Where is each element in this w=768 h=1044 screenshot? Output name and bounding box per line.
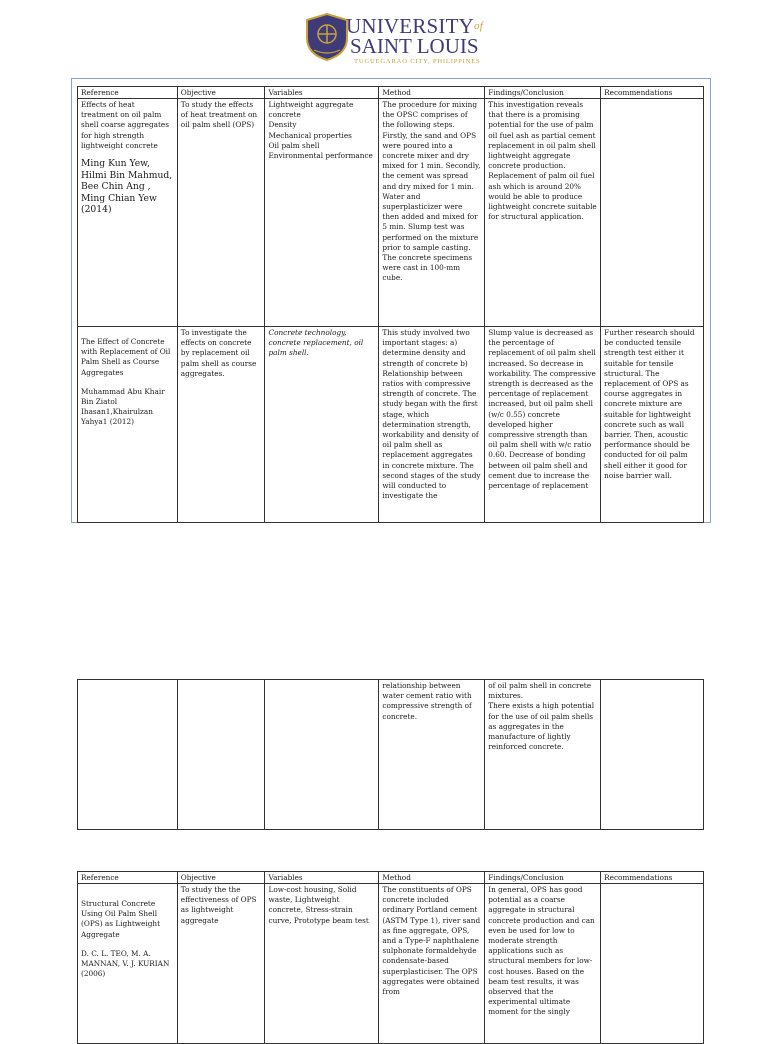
- variables-cell: Concrete technology, concrete replacement, oil palm shell.: [265, 327, 379, 523]
- variable-item: Lightweight aggregate concrete: [268, 100, 354, 120]
- logo-university: UNIVERSITY: [346, 14, 474, 38]
- method-cell: The procedure for mixing the OPSC comprises of the following steps. Firstly, the sand and OPS were poured into a concrete mixer and dry mixed for 1 min. Secondly, the cement was spread and dry mixed for 1 min. Water and superplasticizer were then added and mixed for 5 min. Slump test was performed on the mixture prior to sample casting. The concrete specimens were cast in 100-mm cube.: [379, 99, 485, 327]
- findings-cell: Slump value is decreased as the percentage of replacement of oil palm shell increased. So decrease in workability. The compressive strength is decreased as the percentage of replacement increased, but oil palm shell (w/c 0.55) concrete developed higher compressive strength than oil palm shell with w/c ratio 0.60. Decrease of bonding between oil palm shell and cement due to increase the percentage of replacement: [485, 327, 601, 523]
- objective-cell: To study the effects of heat treatment on oil palm shell (OPS): [177, 99, 265, 327]
- table-header-row: [78, 87, 704, 99]
- objective-cell: To investigate the effects on concrete by replacement oil palm shell as course aggregates.: [177, 327, 265, 523]
- logo-saint-louis: SAINT LOUIS: [350, 34, 479, 58]
- findings-cell: [485, 680, 601, 830]
- variable-item: Density: [268, 120, 297, 130]
- variables-cell: [265, 680, 379, 830]
- objective-cell: [177, 680, 265, 830]
- variable-item: Environmental performance: [268, 151, 373, 161]
- reference-cell: [78, 680, 178, 830]
- table-row: [78, 680, 704, 830]
- objective-cell: To study the the effectiveness of OPS as lightweight aggregate: [177, 884, 265, 1044]
- header-recommendations: Recommendations: [601, 872, 704, 884]
- header-objective: Objective: [177, 87, 265, 99]
- recommendations-cell: Further research should be conducted tensile strength test either it suitable for tensile structural. The replacement of OPS as course aggregates in concrete mixture are suitable for lightweight concrete such as wall barrier. Then, acoustic performance should be conducted for oil palm shell either it good for noise barrier wall.: [601, 327, 704, 523]
- literature-table-2: [77, 871, 704, 1044]
- variable-item: Mechanical properties: [268, 130, 352, 140]
- header-findings: Findings/Conclusion: [485, 87, 601, 99]
- method-cell: relationship between water cement ratio with compressive strength of concrete.: [379, 680, 485, 830]
- findings-cell: This investigation reveals that there is a promising potential for the use of palm oil fuel ash as partial cement replacement in oil palm shell lightweight aggregate concrete production. Replacement of palm oil fuel ash which is around 20% would be able to produce lightweight concrete suitable for structural application.: [485, 99, 601, 327]
- recommendations-cell: [601, 680, 704, 830]
- reference-authors: Muhammad Abu Khair Bin Ziatol Ihasan1,Khairulzan Yahya1 (2012): [81, 386, 165, 427]
- header-recommendations: Recommendations: [601, 87, 704, 99]
- header-method: Method: [379, 872, 485, 884]
- table-header-row: [78, 872, 704, 884]
- table-row: [78, 99, 704, 327]
- reference-title: Effects of heat treatment on oil palm shell coarse aggregates for high strength lightweight concrete: [81, 100, 169, 150]
- reference-title: Structural Concrete Using Oil Palm Shell (OPS) as Lightweight Aggregate: [81, 899, 161, 939]
- table-row: [78, 327, 704, 523]
- header-method: Method: [379, 87, 485, 99]
- reference-cell: [78, 327, 178, 523]
- variable-item: Oil palm shell: [268, 140, 320, 150]
- reference-title: The Effect of Concrete with Replacement of Oil Palm Shell as Course Aggregates: [81, 337, 171, 377]
- variables-cell: [265, 99, 379, 327]
- reference-authors: Ming Kun Yew, Hilmi Bin Mahmud, Bee Chin Ang , Ming Chian Yew (2014): [81, 158, 173, 216]
- header-variables: Variables: [265, 87, 379, 99]
- header-reference: Reference: [78, 872, 178, 884]
- method-cell: The constituents of OPS concrete included ordinary Portland cement (ASTM Type 1), river sand as fine aggregate, OPS, and a Type-F naphthalene sulphonate formaldehyde condensate-based superplasticiser. The OPS aggregates were obtained from: [379, 884, 485, 1044]
- header-findings: Findings/Conclusion: [485, 872, 601, 884]
- recommendations-cell: [601, 99, 704, 327]
- university-logo: [304, 10, 483, 66]
- variables-cell: Low-cost housing, Solid waste, Lightweight concrete, Stress-strain curve, Prototype beam test: [265, 884, 379, 1044]
- logo-of: of: [474, 20, 483, 32]
- header-reference: Reference: [78, 87, 178, 99]
- recommendations-cell: [601, 884, 704, 1044]
- findings-cell: In general, OPS has good potential as a coarse aggregate in structural concrete production and can even be used for low to moderate strength applications such as structural members for low-cost houses. Based on the beam test results, it was observed that the experimental ultimate moment for the singly: [485, 884, 601, 1044]
- university-seal-icon: [304, 12, 350, 62]
- reference-cell: [78, 884, 178, 1044]
- findings-point: There exists a high potential for the use of oil palm shells as aggregates in the manufacture of lightly reinforced concrete.: [488, 701, 595, 752]
- table-row: [78, 884, 704, 1044]
- literature-table-1: [77, 86, 704, 523]
- findings-continued: of oil palm shell in concrete mixtures.: [488, 681, 592, 701]
- method-cell: This study involved two important stages: a) determine density and strength of concrete b) Relationship between ratios with compressive strength of concrete. The study began with the first stage, which determination strength, workability and density of oil palm shell as replacement aggregates in concrete mixture. The second stages of the study will conducted to investigate the: [379, 327, 485, 523]
- header-variables: Variables: [265, 872, 379, 884]
- reference-authors: D. C. L. TEO, M. A. MANNAN, V. J. KURIAN (2006): [81, 948, 170, 979]
- header-objective: Objective: [177, 872, 265, 884]
- reference-cell: [78, 99, 178, 327]
- logo-city: TUGUEGARAO CITY, PHILIPPINES: [354, 58, 481, 65]
- literature-table-continued: [77, 679, 704, 830]
